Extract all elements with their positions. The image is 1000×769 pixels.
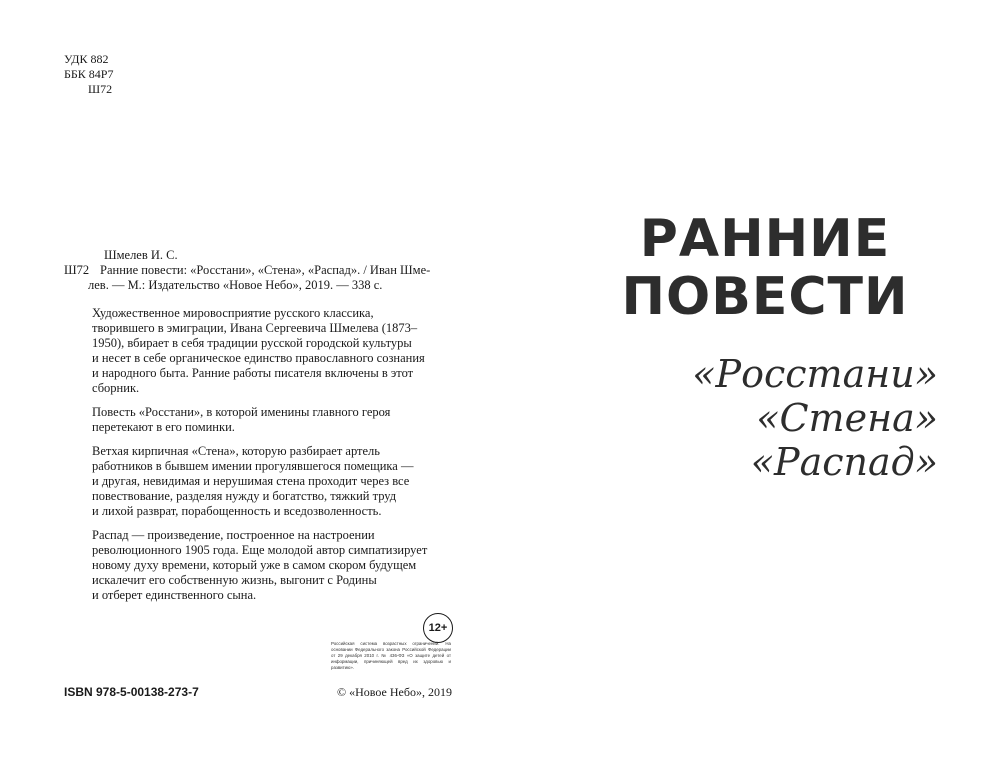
annotation-line: Художественное мировосприятие русского классика, xyxy=(92,306,374,320)
right-page xyxy=(500,0,1000,769)
annotation-line: и народного быта. Ранние работы писателя включены в этот xyxy=(92,366,414,380)
bbk-code: ББК 84Р7 xyxy=(64,67,114,81)
udk-code: УДК 882 xyxy=(64,52,109,66)
annotation-line: Ветхая кирпичная «Стена», которую разбирает артель xyxy=(92,444,380,458)
annotation-line: и другая, невидимая и нерушимая стена проходит через все xyxy=(92,474,410,488)
copyright: © «Новое Небо», 2019 xyxy=(337,685,452,699)
work-title: «Росстани» xyxy=(692,352,938,396)
annotation-paragraph xyxy=(92,405,457,435)
annotation-line: новому духу времени, который уже в самом скором будущем xyxy=(92,558,417,572)
book-title xyxy=(600,210,930,326)
biblio-code: Ш72 xyxy=(64,263,90,277)
annotation-paragraph xyxy=(92,306,457,396)
annotation-line: искалечит его собственную жизнь, выгонит с Родины xyxy=(92,573,377,587)
annotation-line: перетекают в его поминки. xyxy=(92,420,235,434)
bibliographic-record xyxy=(64,248,454,293)
annotation-line: 1950), вбирает в себя традиции русской городской культуры xyxy=(92,336,412,350)
annotation-line: и лихой разврат, порабощенность и вседозволенность. xyxy=(92,504,382,518)
annotation-line: творившего в эмиграции, Ивана Сергеевича Шмелева (1873– xyxy=(92,321,418,335)
annotation-line: работников в бывшем имении прогулявшегося помещика — xyxy=(92,459,414,473)
biblio-line-1: Ранние повести: «Росстани», «Стена», «Распад». / Иван Шме- xyxy=(100,263,431,277)
book-title-line: РАННИЕ xyxy=(639,209,891,269)
author-mark: Ш72 xyxy=(88,82,113,96)
book-title-line: ПОВЕСТИ xyxy=(621,267,909,327)
isbn: ISBN 978-5-00138-273-7 xyxy=(64,685,199,699)
annotation-line: сборник. xyxy=(92,381,140,395)
biblio-author: Шмелев И. С. xyxy=(104,248,178,262)
annotation-line: и отберет единственного сына. xyxy=(92,588,257,602)
annotation-paragraph xyxy=(92,444,457,519)
annotation-line: Повесть «Росстани», в которой именины главного героя xyxy=(92,405,391,419)
annotation xyxy=(92,306,457,612)
annotation-line: революционного 1905 года. Еще молодой автор симпатизирует xyxy=(92,543,428,557)
work-title: «Стена» xyxy=(756,396,938,440)
udk-block xyxy=(64,52,113,97)
annotation-line: повествование, разделяя нужду и богатство, тяжкий труд xyxy=(92,489,397,503)
work-title: «Распад» xyxy=(750,440,938,484)
works-list xyxy=(638,352,938,484)
biblio-line-2: лев. — М.: Издательство «Новое Небо», 2019. — 338 с. xyxy=(88,278,383,292)
annotation-line: Распад — произведение, построенное на настроении xyxy=(92,528,375,542)
annotation-line: и несет в себе органическое единство православного сознания xyxy=(92,351,425,365)
age-rating-note: Российская система возрастных ограничений. На основании Федерального закона Российской Федерации от 29 декабря 2010 г. № 436-ФЗ «О защите детей от информации, причиняющей вред их здоровью и развитию». xyxy=(331,641,451,670)
annotation-paragraph xyxy=(92,528,457,603)
age-rating-badge: 12+ xyxy=(423,613,453,643)
